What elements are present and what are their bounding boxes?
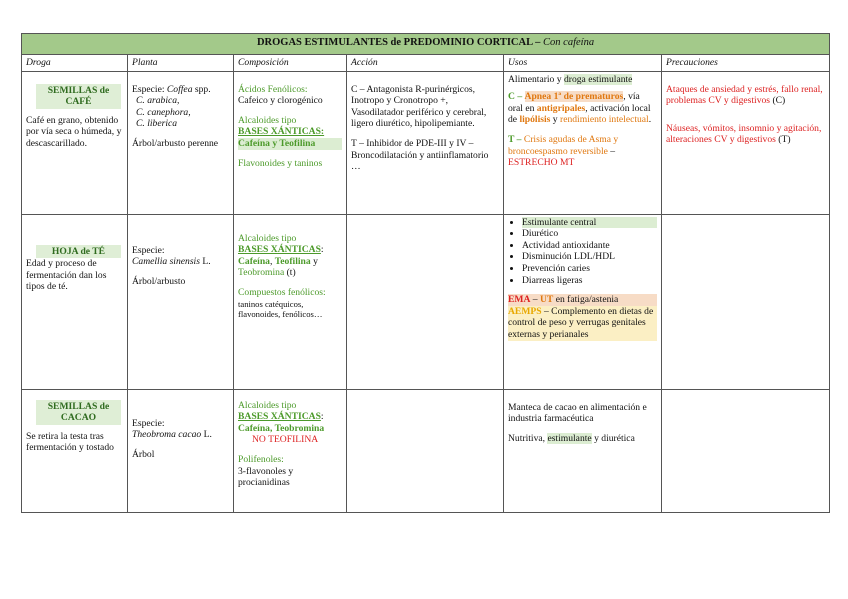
- species-name-te: Camellia sinensis L.: [132, 256, 211, 268]
- usos-alimentario: Alimentario y droga estimulante: [508, 73, 633, 85]
- header-planta: Planta: [128, 55, 234, 72]
- title-sub: Con cafeína: [543, 37, 595, 48]
- comp-no-teofilina: NO TEOFILINA: [252, 434, 319, 446]
- usos-c-cafe: C – Apnea 1ª de prematuros, vía oral en antigripales, activación local de lipólisis y rendimiento intelectual.: [508, 91, 652, 126]
- comp-alcaloides-title-cacao: Alcaloides tipo: [238, 399, 297, 411]
- list-item: • Estimulante central: [522, 217, 657, 229]
- list-item: • Diarreas ligeras: [522, 275, 657, 287]
- cell-droga-te: [22, 214, 128, 389]
- cell-accion-cafe: [347, 71, 504, 214]
- cell-planta-te: [128, 214, 234, 389]
- cell-precauciones-te: [662, 214, 830, 389]
- header-composicion: Composición: [234, 55, 347, 72]
- list-item: • Diurético: [522, 228, 657, 240]
- plant-type-cafe: Árbol/arbusto perenne: [132, 137, 219, 149]
- header-usos: Usos: [504, 55, 662, 72]
- drugs-table: [21, 33, 830, 513]
- comp-polifenoles-title: Polifenoles:: [238, 453, 284, 465]
- cell-composicion-cacao: [234, 389, 347, 512]
- drug-name-cacao: SEMILLAS de CACAO: [36, 400, 121, 425]
- list-item: • Disminución LDL/HDL: [522, 251, 657, 263]
- cell-composicion-cafe: [234, 71, 347, 214]
- accion-c-cafe: C – Antagonista R-purinérgicos, Inotropo y Cronotropo +, Vasodilatador periférico y cerebral, ligero diurético, hipolipemiante.: [351, 83, 487, 130]
- cell-usos-cafe: [504, 71, 662, 214]
- drug-desc-te: Edad y proceso de fermentación dan los tipos de té.: [26, 258, 107, 293]
- species-canephora: C. canephora,: [136, 106, 191, 118]
- cell-composicion-te: [234, 214, 347, 389]
- accion-t-cafe: T – Inhibidor de PDE-III y IV – Broncodilatación y antiinflamatorio …: [351, 137, 489, 173]
- cell-planta-cafe: [128, 71, 234, 214]
- cell-accion-cacao: [347, 389, 504, 512]
- cell-precauciones-cacao: [662, 389, 830, 512]
- comp-bases-list-te: Cafeína, Teofilina y: [238, 255, 318, 267]
- usos-list-te: [508, 217, 657, 287]
- list-item: • Prevención caries: [522, 263, 657, 275]
- cell-droga-cafe: [22, 71, 128, 214]
- comp-flavonoides: Flavonoides y taninos: [238, 157, 323, 169]
- usos-manteca-cacao: Manteca de cacao en alimentación e industria farmacéutica: [508, 401, 647, 425]
- drug-desc-cacao: Se retira la testa tras fermentación y tostado: [26, 430, 114, 454]
- comp-acidos-text: Cafeico y clorogénico: [238, 95, 323, 107]
- cell-droga-cacao: [22, 389, 128, 512]
- usos-aemps-te: AEMPS – Complemento en dietas de control de peso y verrugas genitales externas y perianales: [508, 306, 657, 341]
- document-sheet: [21, 33, 829, 513]
- title-row: [22, 34, 830, 55]
- title-main: DROGAS ESTIMULANTES de PREDOMINIO CORTICAL –: [256, 37, 541, 48]
- comp-alcaloides-title-te: Alcaloides tipo: [238, 232, 297, 244]
- species-liberica: C. liberica: [136, 118, 178, 130]
- table-title: [22, 34, 830, 55]
- precaucion-c-cafe: Ataques de ansiedad y estrés, fallo renal, problemas CV y digestivos (C): [666, 83, 823, 107]
- cell-usos-te: [504, 214, 662, 389]
- cell-precauciones-cafe: [662, 71, 830, 214]
- comp-polifenoles-text: 3-flavonoles y procianidinas: [238, 465, 294, 489]
- header-accion: Acción: [347, 55, 504, 72]
- comp-alcaloides-title: Alcaloides tipo: [238, 114, 297, 126]
- table-row-cacao: [22, 389, 830, 512]
- species-label-cacao: Especie:: [132, 417, 165, 429]
- comp-teobromina-te: Teobromina (t): [238, 267, 296, 279]
- drug-name-te: HOJA de TÉ: [36, 245, 121, 259]
- species-label-te: Especie:: [132, 244, 165, 256]
- usos-nutritiva-cacao: Nutritiva, estimulante y diurética: [508, 432, 635, 444]
- comp-bases-list-cacao: Cafeína, Teobromina: [238, 422, 325, 434]
- species-line-cafe: Especie: Coffea spp.: [132, 83, 211, 95]
- cell-usos-cacao: [504, 389, 662, 512]
- header-row: [22, 55, 830, 72]
- usos-ema-te: EMA – UT en fatiga/astenia: [508, 294, 657, 306]
- table-row-cafe: [22, 71, 830, 214]
- comp-bases-list: Cafeína y Teofilina: [238, 138, 342, 150]
- drug-desc-cafe: Café en grano, obtenido por vía seca o húmeda, y descascarillado.: [26, 114, 122, 149]
- comp-bases-xanticas-te: BASES XÁNTICAS:: [238, 244, 324, 256]
- header-droga: Droga: [22, 55, 128, 72]
- comp-fenolicos-text: taninos catéquicos, flavonoides, fenólicos…: [238, 298, 323, 319]
- species-name-cacao: Theobroma cacao L.: [132, 429, 212, 441]
- comp-bases-xanticas-cacao: BASES XÁNTICAS:: [238, 411, 324, 423]
- table-row-te: [22, 214, 830, 389]
- species-arabica: C. arabica,: [136, 95, 180, 107]
- comp-fenolicos-title: Compuestos fenólicos:: [238, 286, 326, 298]
- list-item: • Actividad antioxidante: [522, 240, 657, 252]
- comp-bases-xanticas: BASES XÁNTICAS:: [238, 126, 325, 138]
- plant-type-cacao: Árbol: [132, 448, 155, 460]
- precaucion-t-cafe: Náuseas, vómitos, insomnio y agitación, alteraciones CV y digestivos (T): [666, 122, 822, 146]
- drug-name-cafe: SEMILLAS de CAFÉ: [36, 84, 121, 109]
- usos-t-cafe: T – Crisis agudas de Asma y broncoespasmo reversible – ESTRECHO MT: [508, 133, 619, 169]
- plant-type-te: Árbol/arbusto: [132, 275, 186, 287]
- cell-planta-cacao: [128, 389, 234, 512]
- header-precauciones: Precauciones: [662, 55, 830, 72]
- cell-accion-te: [347, 214, 504, 389]
- comp-acidos-title: Ácidos Fenólicos:: [238, 83, 308, 95]
